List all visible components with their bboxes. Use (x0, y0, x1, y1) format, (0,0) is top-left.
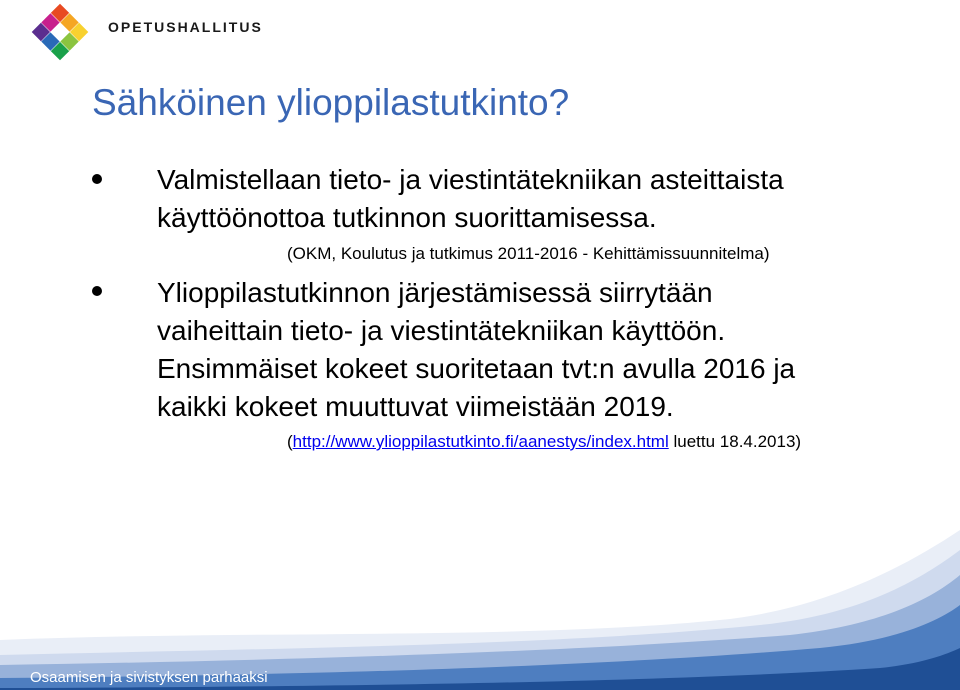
bullet-dot (92, 286, 102, 296)
source-link[interactable]: http://www.ylioppilastutkinto.fi/aanestys/index.html (292, 432, 669, 451)
bullet-line: vaiheittain tieto- ja viestintätekniikan käyttöön. (157, 315, 726, 346)
bullet-text-1 (157, 161, 784, 237)
source-note-1: (OKM, Koulutus ja tutkimus 2011-2016 - Kehittämissuunnitelma) (287, 244, 770, 263)
bullet-line: käyttöönottoa tutkinnon suorittamisessa. (157, 202, 657, 233)
organization-name: OPETUSHALLITUS (108, 19, 263, 35)
opetushallitus-logo (30, 2, 90, 62)
bullet-dot (92, 174, 102, 184)
bullet-line: kaikki kokeet muuttuvat viimeistään 2019. (157, 391, 674, 422)
source-suffix: luettu 18.4.2013) (668, 432, 802, 451)
bullet-line: Ylioppilastutkinnon järjestämisessä siirrytään (157, 277, 713, 308)
footer-wave (0, 530, 960, 690)
bullet-text-2 (157, 274, 795, 426)
footer-slogan: Osaamisen ja sivistyksen parhaaksi (30, 669, 268, 686)
source-note-2 (287, 432, 801, 452)
slide-title: Sähköinen ylioppilastutkinto? (92, 82, 570, 123)
bullet-line: Valmistellaan tieto- ja viestintätekniikan asteittaista (157, 164, 784, 195)
source-prefix: ( (287, 432, 293, 451)
bullet-line: Ensimmäiset kokeet suoritetaan tvt:n avulla 2016 ja (157, 353, 796, 384)
